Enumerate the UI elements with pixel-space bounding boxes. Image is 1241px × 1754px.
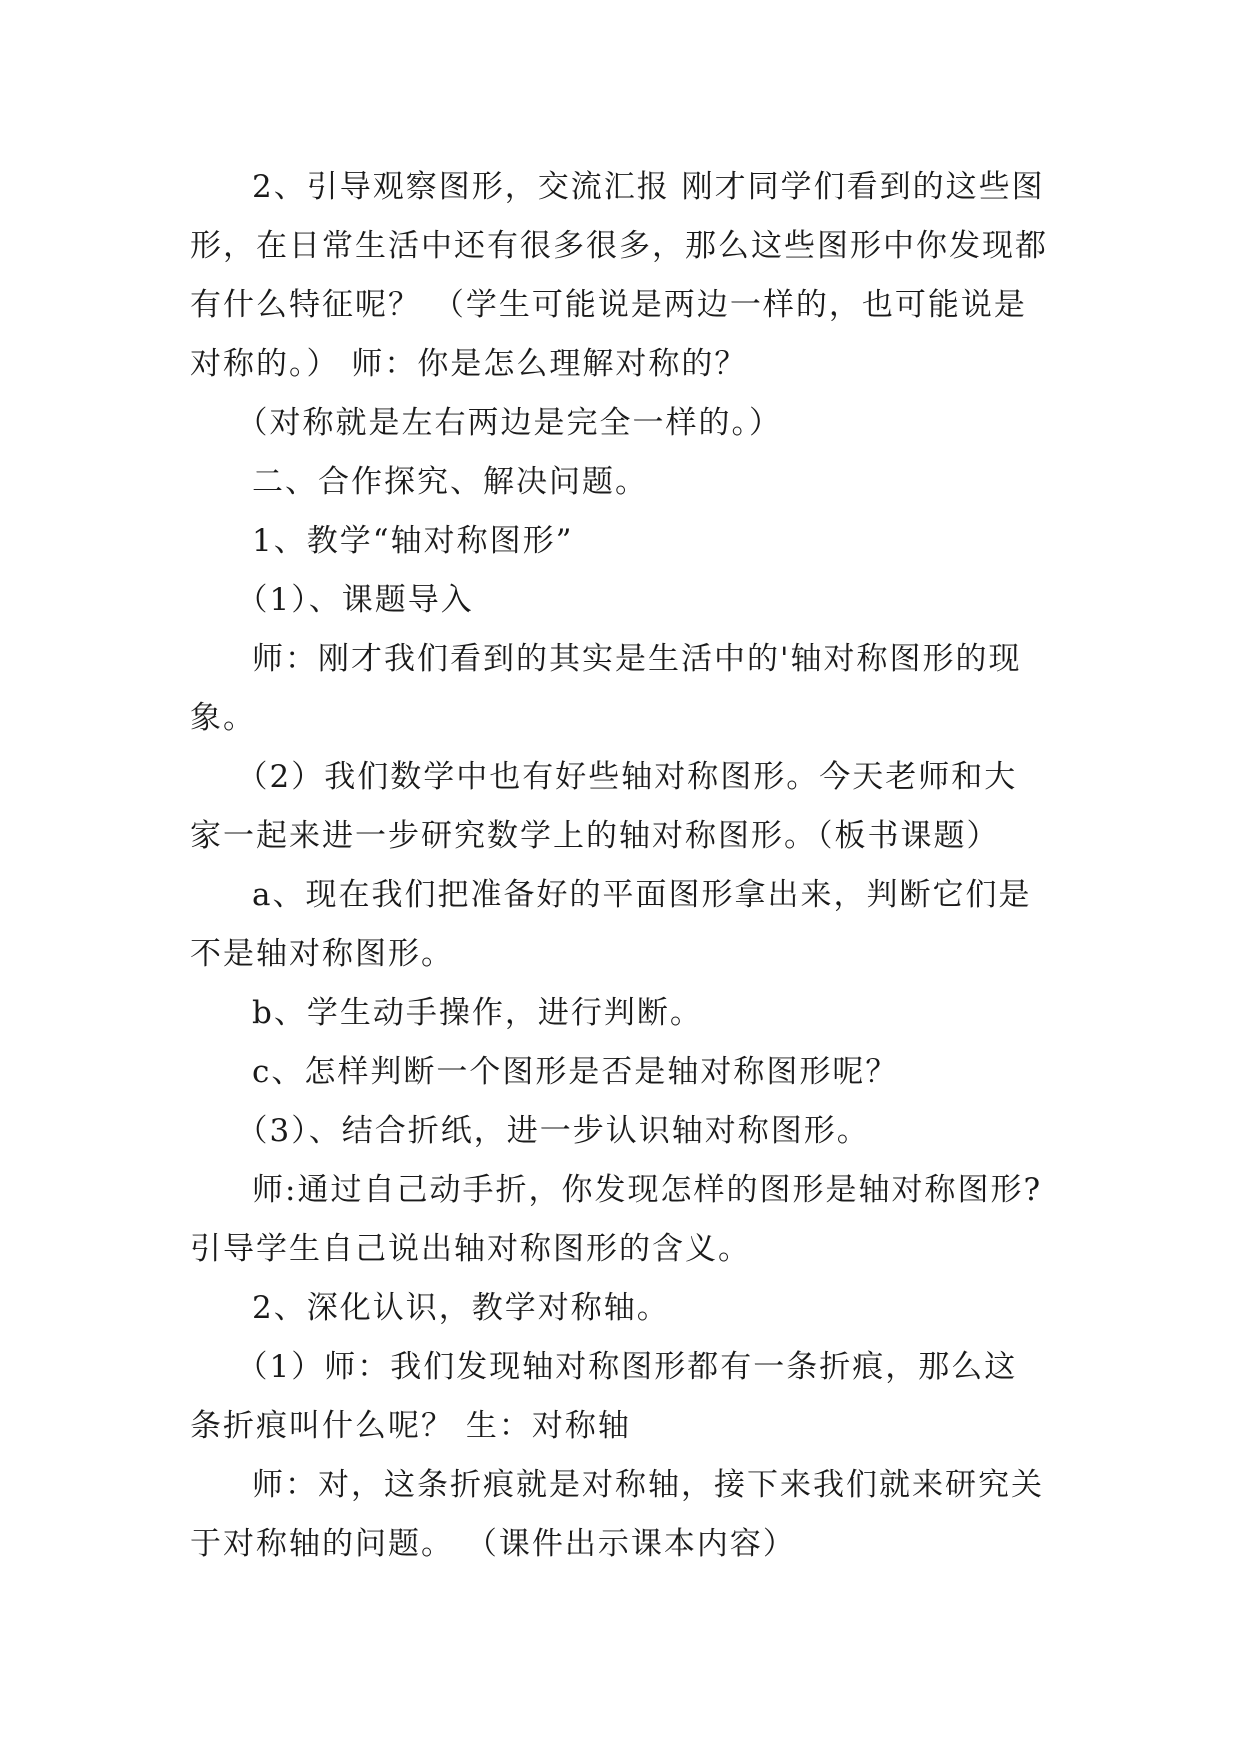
paragraph-9: b、学生动手操作，进行判断。 bbox=[252, 995, 703, 1031]
paragraph-2: （对称就是左右两边是完全一样的。） bbox=[236, 405, 782, 441]
paragraph-1: 2、引导观察图形，交流汇报 刚才同学们看到的这些图形，在日常生活中还有很多很多，那么这些图形中你发现都有什么特征呢？ （学生可能说是两边一样的，也可能说是对称的。） 师：你是怎么理解对称的？ bbox=[190, 169, 1048, 382]
paragraph-4: 1、教学“轴对称图形” bbox=[252, 523, 574, 559]
document-body bbox=[190, 158, 1050, 1574]
paragraph-7: （2）我们数学中也有好些轴对称图形。今天老师和大家一起来进一步研究数学上的轴对称图形。（板书课题） bbox=[190, 759, 1018, 854]
paragraph-12: 师:通过自己动手折，你发现怎样的图形是轴对称图形?引导学生自己说出轴对称图形的含义。 bbox=[190, 1172, 1043, 1267]
paragraph-15: 师：对，这条折痕就是对称轴，接下来我们就来研究关于对称轴的问题。 （课件出示课本内容） bbox=[190, 1467, 1044, 1562]
paragraph-6: 师：刚才我们看到的其实是生活中的'轴对称图形的现象。 bbox=[190, 641, 1022, 736]
paragraph-11: （3）、结合折纸，进一步认识轴对称图形。 bbox=[236, 1113, 870, 1149]
paragraph-10: c、怎样判断一个图形是否是轴对称图形呢？ bbox=[252, 1054, 899, 1090]
paragraph-14: （1）师：我们发现轴对称图形都有一条折痕，那么这条折痕叫什么呢？ 生：对称轴 bbox=[190, 1349, 1018, 1444]
paragraph-8: a、现在我们把准备好的平面图形拿出来，判断它们是不是轴对称图形。 bbox=[190, 877, 1032, 972]
paragraph-5: （1）、课题导入 bbox=[236, 582, 474, 618]
paragraph-13: 2、深化认识，教学对称轴。 bbox=[252, 1290, 670, 1326]
paragraph-3: 二、合作探究、解决问题。 bbox=[252, 464, 648, 500]
